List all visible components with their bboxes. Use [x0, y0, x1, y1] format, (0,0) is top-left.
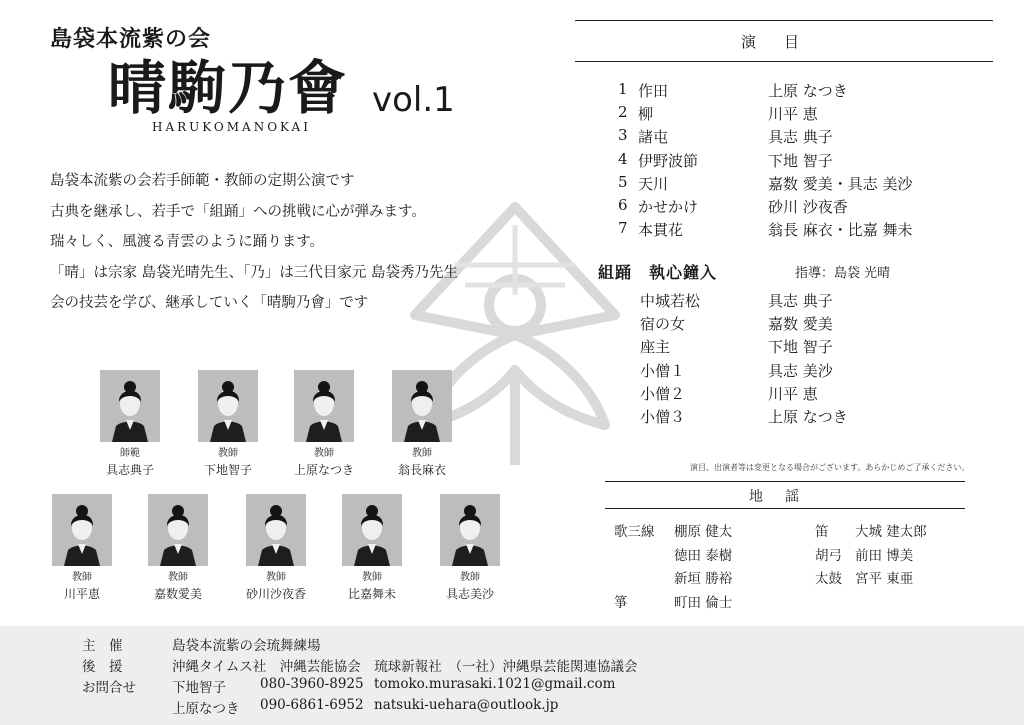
volume-label: vol.1 — [372, 80, 455, 120]
intro-line: 「晴」は宗家 島袋光晴先生、「乃」は三代目家元 島袋秀乃先生 — [50, 264, 458, 281]
kumiodori-title: 組踊 執心鐘入 — [598, 263, 718, 282]
jikata-row — [815, 567, 914, 591]
program-performers: 具志 典子 — [768, 128, 833, 147]
program-performers: 翁長 麻衣・比嘉 舞未 — [768, 221, 913, 240]
program-number: 5 — [618, 172, 628, 191]
cast-name: 上原 なつき — [768, 407, 848, 426]
program-title: 本貫花 — [638, 221, 684, 240]
performer-name: 川平恵 — [63, 587, 100, 601]
contact-email[interactable]: natsuki-uehara@outlook.jp — [374, 697, 559, 713]
performer-role: 教師 — [218, 448, 238, 459]
musician-name: 前田 博美 — [855, 547, 914, 564]
program-number: 7 — [618, 219, 628, 238]
intro-line: 瑞々しく、風渡る青雲のように踊ります。 — [50, 234, 325, 250]
change-notice: 演目、出演者等は変更となる場合がございます。あらかじめご了承ください。 — [690, 463, 970, 472]
program-performers: 下地 智子 — [768, 151, 833, 170]
intro-line: 古典を継承し、若手で「組踊」への挑戦に心が弾みます。 — [50, 203, 426, 220]
performer-name: 具志美沙 — [445, 587, 494, 601]
sponsor-label: 主 催 — [82, 638, 123, 654]
performer-role: 教師 — [314, 448, 334, 459]
program-number: 4 — [618, 149, 628, 168]
performer-role: 教師 — [266, 572, 286, 583]
divider — [605, 481, 965, 482]
musician-name: 宮平 東亜 — [855, 571, 914, 587]
organization-name: 島袋本流紫の会 — [50, 27, 212, 52]
program-performers: 上原 なつき — [768, 82, 848, 100]
performer-role: 教師 — [460, 572, 480, 583]
performer-photo — [392, 370, 452, 442]
instrument: 箏 — [614, 594, 628, 611]
performer-photo — [148, 494, 208, 566]
jikata-row — [815, 520, 927, 544]
performer-caption — [377, 446, 467, 478]
musician-name: 棚原 健太 — [674, 524, 733, 540]
program-number: 2 — [618, 103, 628, 122]
performer-caption — [231, 570, 321, 602]
performer-caption — [37, 570, 127, 602]
performer-caption — [133, 570, 223, 602]
instrument: 胡弓 — [815, 547, 842, 564]
jikata-left — [614, 520, 733, 614]
cast-name: 嘉数 愛美 — [768, 315, 833, 334]
musician-name: 大城 建太郎 — [855, 524, 927, 540]
jikata-row — [815, 544, 914, 568]
performer-photo — [246, 494, 306, 566]
program-number: 1 — [618, 80, 628, 98]
performer-role: 教師 — [168, 572, 188, 583]
title-romaji: HARUKOMANOKAI — [152, 120, 311, 134]
program-number: 3 — [618, 126, 628, 145]
program-number: 6 — [618, 195, 628, 214]
divider — [605, 508, 965, 509]
intro-line: 島袋本流紫の会若手師範・教師の定期公演です — [50, 173, 355, 189]
program-title: 天川 — [638, 174, 669, 193]
contact-email[interactable]: tomoko.murasaki.1021@gmail.com — [374, 676, 616, 692]
cast-name: 具志 典子 — [768, 292, 833, 310]
performer-role: 教師 — [412, 448, 432, 459]
contact-name: 上原なつき — [172, 701, 240, 717]
contact-label: お問合せ — [82, 680, 136, 696]
performer-caption — [279, 446, 369, 478]
contact-phone: 090-6861-6952 — [260, 697, 364, 713]
program-title: 柳 — [638, 105, 654, 124]
program-performers: 嘉数 愛美・具志 美沙 — [768, 174, 913, 193]
intro-line: 会の技芸を学び、継承していく「晴駒乃會」です — [50, 295, 369, 311]
musician-name: 徳田 泰樹 — [674, 547, 733, 564]
cast-name: 具志 美沙 — [768, 361, 833, 380]
performer-role: 教師 — [362, 572, 382, 583]
performer-name: 砂川沙夜香 — [245, 587, 306, 601]
instrument: 太鼓 — [815, 571, 842, 587]
program-performers: 砂川 沙夜香 — [768, 197, 848, 216]
performer-role: 師範 — [120, 448, 140, 459]
performer-name: 嘉数愛美 — [153, 587, 202, 601]
cast-role: 宿の女 — [640, 315, 686, 334]
performer-photo — [440, 494, 500, 566]
support-value: 沖縄タイムス社 沖縄芸能協会 琉球新報社 （一社）沖縄県芸能関連協議会 — [172, 659, 638, 675]
sponsor-value: 島袋本流紫の会琉舞練場 — [172, 638, 321, 654]
performer-photo — [100, 370, 160, 442]
divider — [575, 20, 993, 21]
jikata-heading: 地謡 — [749, 489, 821, 505]
contact-name: 下地智子 — [172, 680, 226, 696]
cast-name: 川平 恵 — [768, 384, 818, 403]
musician-name: 町田 倫士 — [674, 594, 733, 611]
performer-photo — [52, 494, 112, 566]
musician-name: 新垣 勝裕 — [674, 571, 733, 587]
event-title: 晴駒乃會 — [108, 54, 349, 122]
performer-caption — [327, 570, 417, 602]
instrument: 歌三線 — [614, 524, 655, 540]
performer-name: 上原なつき — [293, 463, 354, 477]
kumiodori-director: 指導：島袋 光晴 — [795, 266, 891, 281]
program-title: 諸屯 — [638, 128, 669, 147]
performer-photo — [342, 494, 402, 566]
program-title: 伊野波節 — [638, 151, 699, 170]
jikata-row — [614, 544, 733, 568]
performer-name: 翁長麻衣 — [397, 463, 446, 477]
cast-role: 小僧３ — [640, 407, 686, 426]
performer-name: 比嘉舞未 — [347, 587, 396, 601]
cast-role: 小僧２ — [640, 384, 686, 403]
program-title: 作田 — [638, 82, 669, 100]
program-heading: 演目 — [740, 33, 827, 51]
instrument: 笛 — [815, 524, 829, 540]
cast-role: 座主 — [640, 338, 671, 357]
performer-name: 下地智子 — [203, 463, 252, 477]
performer-name: 具志典子 — [105, 463, 154, 477]
cast-name: 下地 智子 — [768, 338, 833, 357]
jikata-row — [614, 567, 733, 591]
jikata-row — [614, 591, 733, 615]
performer-role: 教師 — [72, 572, 92, 583]
jikata-row — [614, 520, 733, 544]
intro-text — [50, 166, 520, 319]
performer-photo — [294, 370, 354, 442]
cast-role: 小僧１ — [640, 361, 686, 380]
jikata-right — [815, 520, 927, 591]
performer-caption — [425, 570, 515, 602]
program-performers: 川平 恵 — [768, 105, 818, 124]
contact-phone: 080-3960-8925 — [260, 676, 364, 692]
divider — [575, 61, 993, 62]
cast-role: 中城若松 — [640, 292, 701, 310]
performer-photo — [198, 370, 258, 442]
program-title: かせかけ — [638, 197, 699, 216]
support-label: 後 援 — [82, 659, 123, 675]
performer-caption — [183, 446, 273, 478]
performer-caption — [85, 446, 175, 478]
